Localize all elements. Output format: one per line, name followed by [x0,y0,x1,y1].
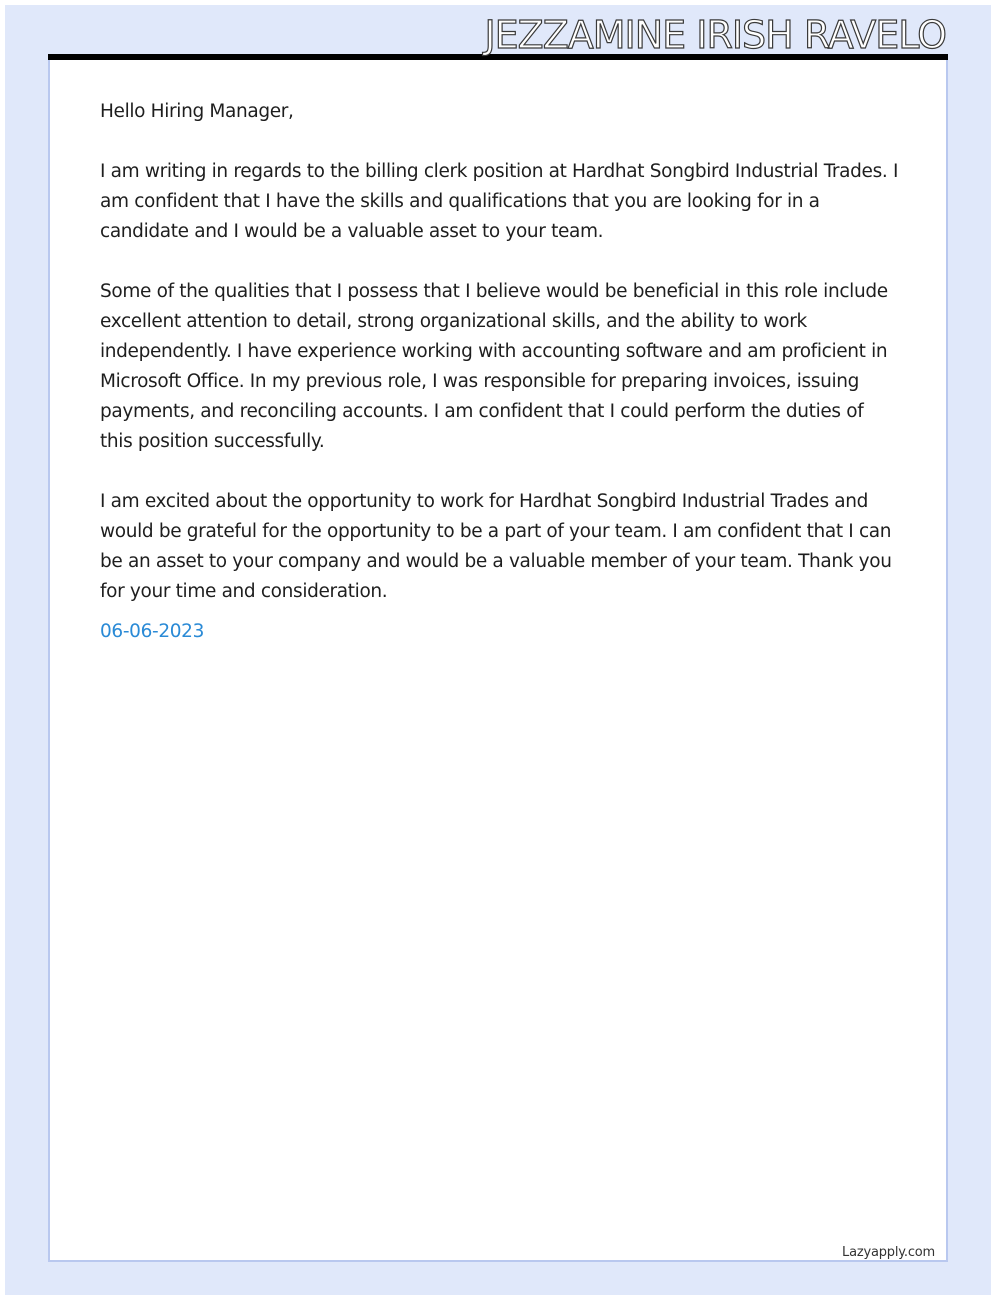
footer-brand: Lazyapply.com [842,1245,935,1260]
cover-letter-body [100,97,900,677]
letter-paragraph: Some of the qualities that I possess that I believe would be beneficial in this role include excellent attention to detail, strong organizational skills, and the ability to work independently. I have experience working with accounting software and am proficient in Microsoft Office. In my previous role, I was responsible for preparing invoices, issuing payments, and reconciling accounts. I am confident that I could perform the duties of this position successfully. [100,281,888,452]
applicant-name: JEZZAMINE IRISH RAVELO [484,13,946,57]
letter-paragraph: I am writing in regards to the billing clerk position at Hardhat Songbird Industrial Trades. I am confident that I have the skills and qualifications that you are looking for in a candidate and I would be a valuable asset to your team. [100,161,899,242]
letter-greeting: Hello Hiring Manager, [100,101,294,122]
letter-paragraph: I am excited about the opportunity to work for Hardhat Songbird Industrial Trades and would be grateful for the opportunity to be a part of your team. I am confident that I can be an asset to your company and would be a valuable member of your team. Thank you for your time and consideration. [100,491,892,602]
letter-date: 06-06-2023 [100,621,205,642]
